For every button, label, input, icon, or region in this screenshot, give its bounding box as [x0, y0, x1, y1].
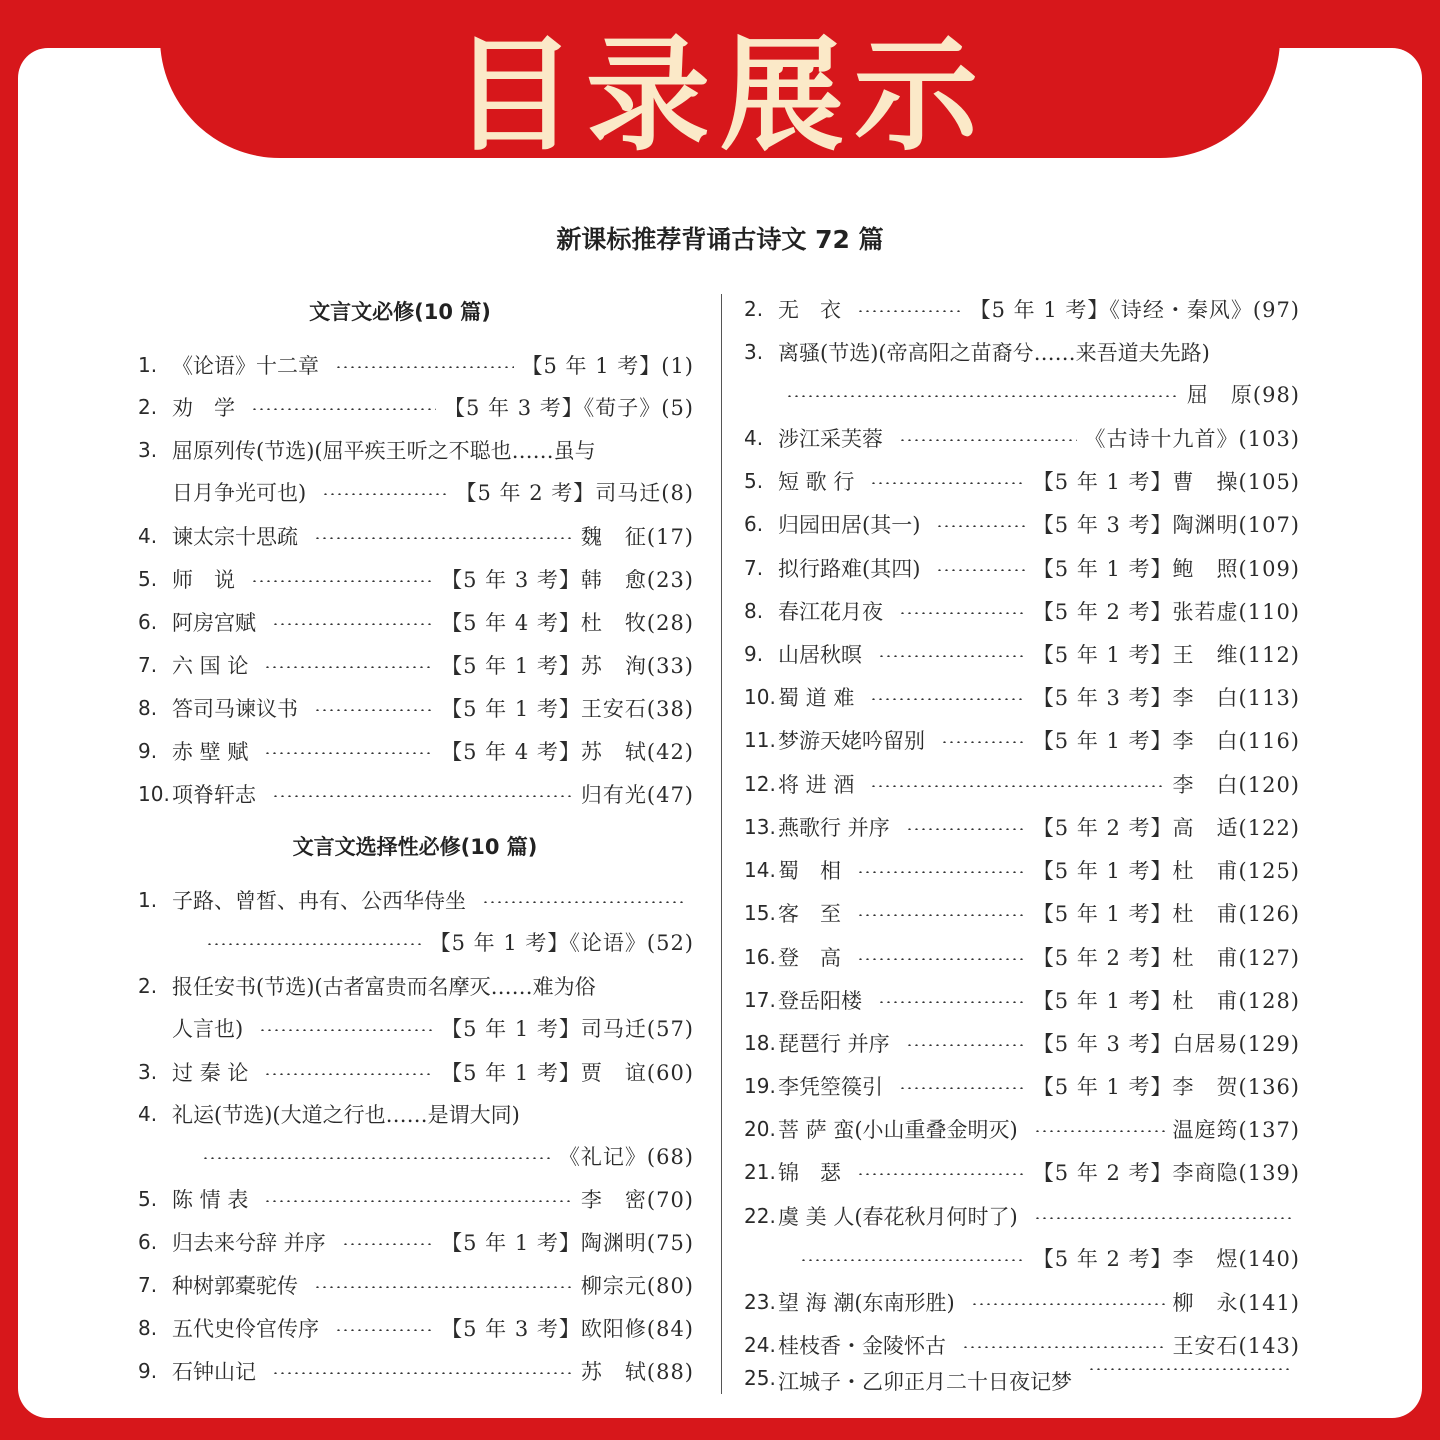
entry-number: 21.: [744, 1159, 776, 1184]
entry-source: 【5 年 1 考】李 白(116): [1032, 728, 1300, 753]
entry-source: 魏 征(17): [580, 524, 694, 549]
entry-number: 8.: [744, 598, 764, 623]
toc-entry: [744, 459, 1300, 502]
toc-entry: [744, 1150, 1300, 1193]
entry-title: 人言也): [172, 1016, 244, 1041]
entry-title: 阿房宫赋: [172, 610, 256, 635]
entry-title: 种树郭橐驼传: [172, 1273, 298, 1298]
entry-source: 柳宗元(80): [580, 1273, 694, 1298]
entry-source: 【5 年 3 考】白居易(129): [1032, 1031, 1300, 1056]
entry-number: 6.: [138, 1229, 158, 1254]
entry-title: 无 衣: [778, 297, 841, 322]
toc-entry: [744, 1107, 1300, 1150]
entry-number: 24.: [744, 1332, 776, 1357]
toc-entry: [744, 1323, 1300, 1366]
toc-entry: [138, 1092, 694, 1135]
leader-dots: [482, 901, 686, 903]
toc-entry: [138, 1349, 694, 1392]
entry-number: 5.: [744, 468, 764, 493]
entry-title: 石钟山记: [172, 1359, 256, 1384]
entry-source: 【5 年 1 考】曹 操(105): [1032, 469, 1300, 494]
entry-title: 李凭箜篌引: [778, 1074, 883, 1099]
entry-title: 日月争光可也): [172, 480, 307, 505]
toc-entry: [744, 805, 1300, 848]
toc-entry: [744, 718, 1300, 761]
entry-source: 【5 年 1 考】(1): [521, 353, 694, 378]
entry-source: 《礼记》(68): [558, 1144, 694, 1169]
entry-title: 拟行路难(其四): [778, 556, 921, 581]
entry-number: 13.: [744, 814, 776, 839]
entry-title: 将 进 酒: [778, 772, 855, 797]
entry-number: 8.: [138, 695, 158, 720]
leader-dots: [971, 1303, 1165, 1305]
leader-dots: [800, 1259, 1025, 1261]
entry-number: 7.: [138, 1272, 158, 1297]
entry-title: 项脊轩志: [172, 782, 256, 807]
leader-dots: [1034, 1130, 1165, 1132]
leader-dots: [272, 623, 433, 625]
entry-source: 【5 年 1 考】司马迁(57): [441, 1016, 694, 1041]
entry-title: 登 高: [778, 945, 841, 970]
leader-dots: [899, 439, 1077, 441]
entry-title: 陈 情 表: [172, 1187, 249, 1212]
entry-number: 18.: [744, 1030, 776, 1055]
leader-dots: [264, 666, 433, 668]
entry-title: 菩 萨 蛮(小山重叠金明灭): [778, 1117, 1018, 1142]
leader-dots: [272, 1372, 573, 1374]
entry-number: 4.: [138, 1101, 158, 1126]
entry-number: 23.: [744, 1289, 776, 1314]
leader-dots: [857, 1173, 1025, 1175]
entry-source: 【5 年 3 考】《荀子》(5): [444, 395, 694, 420]
entry-source: 屈 原(98): [1186, 382, 1300, 407]
toc-entry: [138, 557, 694, 600]
entry-number: 17.: [744, 987, 776, 1012]
leader-dots: [870, 698, 1024, 700]
toc-entry: [138, 470, 694, 513]
leader-dots: [870, 482, 1024, 484]
toc-entry: [138, 428, 694, 471]
entry-source: 苏 轼(88): [580, 1359, 694, 1384]
toc-entry: [744, 1194, 1300, 1237]
entry-number: 8.: [138, 1315, 158, 1340]
section-heading-elective: 文言文选择性必修(10 篇): [292, 835, 538, 859]
entry-source: 【5 年 3 考】欧阳修(84): [441, 1316, 694, 1341]
entry-title: 子路、曾皙、冉有、公西华侍坐: [172, 888, 466, 913]
leader-dots: [936, 569, 1024, 571]
entry-source: 李 密(70): [580, 1187, 694, 1212]
leader-dots: [335, 366, 514, 368]
entry-source: 【5 年 1 考】《论语》(52): [429, 930, 694, 955]
toc-entry: [138, 343, 694, 386]
entry-title: 劝 学: [172, 395, 235, 420]
leader-dots: [251, 408, 436, 410]
entry-source: 【5 年 4 考】苏 轼(42): [441, 739, 694, 764]
toc-entry: [744, 1236, 1300, 1279]
entry-title: 山居秋暝: [778, 642, 862, 667]
entry-number: 2.: [138, 394, 158, 419]
leader-dots: [857, 871, 1025, 873]
toc-entry: [744, 675, 1300, 718]
leader-dots: [878, 655, 1025, 657]
entry-number: 11.: [744, 727, 776, 752]
entry-title: 燕歌行 并序: [778, 815, 890, 840]
toc-entry: [744, 502, 1300, 545]
leader-dots: [899, 1087, 1025, 1089]
leader-dots: [314, 1286, 573, 1288]
toc-entry: [744, 330, 1300, 373]
toc-entry: [744, 978, 1300, 1021]
entry-title: 赤 壁 赋: [172, 739, 249, 764]
leader-dots: [342, 1243, 433, 1245]
entry-source: 归有光(47): [580, 782, 694, 807]
leader-dots: [1034, 1217, 1292, 1219]
entry-title: 五代史伶官传序: [172, 1316, 319, 1341]
entry-title: 短 歌 行: [778, 469, 855, 494]
entry-number: 5.: [138, 1186, 158, 1211]
entry-title: 蜀 道 难: [778, 685, 855, 710]
entry-source: 【5 年 3 考】李 白(113): [1032, 685, 1300, 710]
leader-dots: [857, 914, 1025, 916]
leader-dots: [259, 1029, 433, 1031]
toc-entry: [744, 589, 1300, 632]
entry-title: 六 国 论: [172, 653, 249, 678]
entry-source: 【5 年 2 考】李 煜(140): [1032, 1246, 1300, 1271]
leader-dots: [786, 395, 1179, 397]
toc-entry: [138, 514, 694, 557]
leader-dots: [314, 709, 433, 711]
leader-dots: [899, 612, 1025, 614]
leader-dots: [272, 795, 573, 797]
entry-source: 【5 年 3 考】陶渊明(107): [1032, 512, 1300, 537]
toc-entry: [138, 729, 694, 772]
entry-source: 【5 年 2 考】司马迁(8): [455, 480, 694, 505]
entry-title: 谏太宗十思疏: [172, 524, 298, 549]
toc-entry: [744, 848, 1300, 891]
toc-entry: [138, 686, 694, 729]
entry-title: 答司马谏议书: [172, 696, 298, 721]
toc-entry: [744, 1021, 1300, 1064]
entry-title: 礼运(节选)(大道之行也……是谓大同): [172, 1102, 520, 1127]
entry-source: 【5 年 1 考】王安石(38): [441, 696, 694, 721]
entry-source: 【5 年 1 考】杜 甫(128): [1032, 988, 1300, 1013]
entry-title: 归去来兮辞 并序: [172, 1230, 326, 1255]
entry-source: 【5 年 2 考】李商隐(139): [1032, 1160, 1300, 1185]
toc-entry: [138, 1263, 694, 1306]
entry-number: 7.: [744, 555, 764, 580]
toc-entry: [138, 1306, 694, 1349]
entry-title: 春江花月夜: [778, 599, 883, 624]
entry-title: 报任安书(节选)(古者富贵而名摩灭……难为俗: [172, 974, 596, 999]
entry-title: 蜀 相: [778, 858, 841, 883]
entry-number: 12.: [744, 771, 776, 796]
toc-entry: [744, 372, 1300, 415]
toc-entry: [744, 416, 1300, 459]
entry-source: 【5 年 1 考】杜 甫(126): [1032, 901, 1300, 926]
toc-entry: [744, 1280, 1300, 1323]
entry-number: 9.: [138, 1358, 158, 1383]
entry-source: 【5 年 1 考】陶渊明(75): [441, 1230, 694, 1255]
entry-number: 25.: [744, 1366, 776, 1390]
entry-source: 【5 年 1 考】王 维(112): [1032, 642, 1300, 667]
entry-title: 望 海 潮(东南形胜): [778, 1290, 955, 1315]
entry-title: 琵琶行 并序: [778, 1031, 890, 1056]
leader-dots: [936, 525, 1024, 527]
entry-title: 过 秦 论: [172, 1060, 249, 1085]
entry-number: 5.: [138, 566, 158, 591]
leader-dots: [906, 828, 1025, 830]
entry-source: 【5 年 2 考】杜 甫(127): [1032, 945, 1300, 970]
entry-number: 6.: [138, 609, 158, 634]
entry-source: 温庭筠(137): [1172, 1117, 1300, 1142]
entry-source: 【5 年 2 考】张若虚(110): [1032, 599, 1300, 624]
entry-number: 14.: [744, 857, 776, 882]
entry-title: 归园田居(其一): [778, 512, 921, 537]
entry-source: 【5 年 2 考】高 适(122): [1032, 815, 1300, 840]
entry-source: 【5 年 1 考】《诗经・秦风》(97): [969, 297, 1300, 322]
entry-source: 【5 年 1 考】贾 谊(60): [441, 1060, 694, 1085]
banner-title: 目录展示: [451, 24, 988, 168]
leader-dots: [1088, 1368, 1292, 1370]
entry-number: 6.: [744, 511, 764, 536]
entry-title: 涉江采芙蓉: [778, 426, 883, 451]
entry-number: 20.: [744, 1116, 776, 1141]
entry-title: 锦 瑟: [778, 1160, 841, 1185]
leader-dots: [857, 958, 1025, 960]
leader-dots: [322, 493, 447, 495]
leader-dots: [264, 752, 433, 754]
entry-title: 《论语》十二章: [172, 353, 319, 378]
entry-number: 15.: [744, 900, 776, 925]
toc-entry: [138, 643, 694, 686]
toc-entry: [138, 964, 694, 1007]
entry-title: 屈原列传(节选)(屈平疾王听之不聪也……虽与: [172, 438, 596, 463]
leader-dots: [264, 1200, 573, 1202]
toc-entry: [744, 287, 1300, 330]
entry-number: 16.: [744, 944, 776, 969]
toc-entry: [138, 600, 694, 643]
toc-entry: [138, 920, 694, 963]
entry-title: 登岳阳楼: [778, 988, 862, 1013]
leader-dots: [314, 537, 573, 539]
document-title: 新课标推荐背诵古诗文 72 篇: [556, 225, 884, 254]
entry-source: 柳 永(141): [1172, 1290, 1300, 1315]
leader-dots: [870, 785, 1164, 787]
entry-number: 4.: [744, 425, 764, 450]
entry-source: 【5 年 1 考】李 贺(136): [1032, 1074, 1300, 1099]
section-heading-required: 文言文必修(10 篇): [309, 300, 491, 324]
column-divider: [721, 294, 722, 1394]
entry-source: 【5 年 1 考】苏 洵(33): [441, 653, 694, 678]
entry-number: 3.: [138, 1059, 158, 1084]
entry-number: 2.: [138, 973, 158, 998]
entry-number: 3.: [744, 339, 764, 364]
toc-entry: [138, 1006, 694, 1049]
entry-number: 2.: [744, 296, 764, 321]
toc-entry: [744, 935, 1300, 978]
entry-source: 【5 年 1 考】鲍 照(109): [1032, 556, 1300, 581]
entry-number: 7.: [138, 652, 158, 677]
toc-entry: [744, 1064, 1300, 1107]
toc-entry: [138, 772, 694, 815]
toc-entry: [138, 1177, 694, 1220]
toc-entry: [744, 632, 1300, 675]
leader-dots: [202, 1157, 551, 1159]
entry-title: 江城子・乙卯正月二十日夜记梦: [778, 1370, 1072, 1392]
entry-number: 3.: [138, 437, 158, 462]
toc-entry: [138, 1134, 694, 1177]
toc-entry: [744, 546, 1300, 589]
entry-source: 《古诗十九首》(103): [1084, 426, 1300, 451]
leader-dots: [335, 1329, 433, 1331]
leader-dots: [962, 1346, 1165, 1348]
entry-source: 【5 年 4 考】杜 牧(28): [441, 610, 694, 635]
entry-number: 1.: [138, 352, 158, 377]
entry-title: 桂枝香・金陵怀古: [778, 1333, 946, 1358]
leader-dots: [941, 741, 1025, 743]
toc-entry: [744, 891, 1300, 934]
entry-number: 9.: [744, 641, 764, 666]
entry-number: 9.: [138, 738, 158, 763]
leader-dots: [878, 1001, 1025, 1003]
entry-title: 虞 美 人(春花秋月何时了): [778, 1204, 1018, 1229]
toc-entry: [138, 878, 694, 921]
leader-dots: [857, 310, 962, 312]
leader-dots: [206, 943, 422, 945]
entry-title: 梦游天姥吟留别: [778, 728, 925, 753]
entry-source: 李 白(120): [1172, 772, 1300, 797]
toc-entry: [138, 1050, 694, 1093]
leader-dots: [251, 580, 433, 582]
entry-number: 10.: [744, 684, 776, 709]
leader-dots: [264, 1073, 433, 1075]
entry-source: 【5 年 1 考】杜 甫(125): [1032, 858, 1300, 883]
entry-title: 客 至: [778, 901, 841, 926]
toc-entry: [744, 762, 1300, 805]
entry-number: 19.: [744, 1073, 776, 1098]
entry-source: 【5 年 3 考】韩 愈(23): [441, 567, 694, 592]
entry-source: 王安石(143): [1172, 1333, 1300, 1358]
entry-number: 4.: [138, 523, 158, 548]
entry-number: 10.: [138, 781, 170, 806]
toc-entry: [138, 385, 694, 428]
toc-entry: [138, 1220, 694, 1263]
entry-number: 22.: [744, 1203, 776, 1228]
toc-entry: [744, 1366, 1300, 1392]
entry-title: 师 说: [172, 567, 235, 592]
entry-number: 1.: [138, 887, 158, 912]
leader-dots: [906, 1044, 1025, 1046]
entry-title: 离骚(节选)(帝高阳之苗裔兮……来吾道夫先路): [778, 340, 1210, 365]
